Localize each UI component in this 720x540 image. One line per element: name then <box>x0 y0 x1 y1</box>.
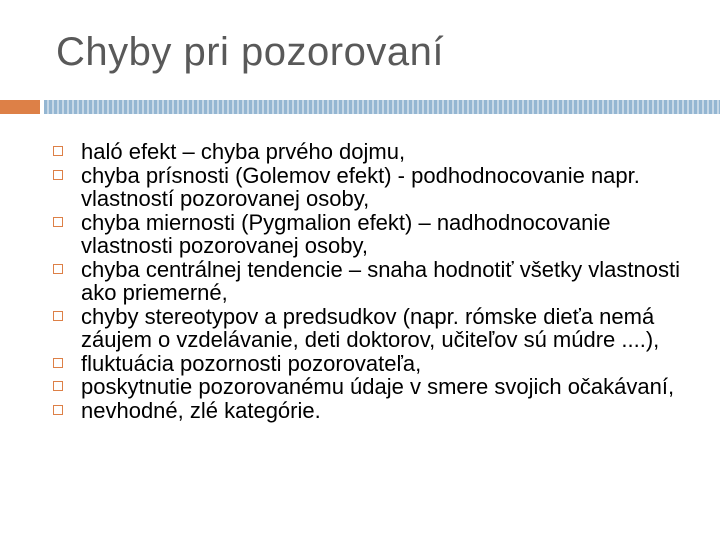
list-item-text: chyba miernosti (Pygmalion efekt) – nadhodnocovanie vlastnosti pozorovanej osoby, <box>81 209 611 258</box>
list-item-text: haló efekt – chyba prvého dojmu, <box>81 139 406 164</box>
list-item <box>48 305 708 352</box>
square-bullet-icon <box>53 405 63 415</box>
list-item-text: fluktuácia pozornosti pozorovateľa, <box>81 350 422 376</box>
square-bullet-icon <box>53 217 63 227</box>
list-item <box>48 164 708 211</box>
list-item-text: nevhodné, zlé kategórie. <box>81 397 321 423</box>
list-item <box>48 352 708 376</box>
header-band <box>44 100 720 114</box>
square-bullet-icon <box>53 358 63 368</box>
slide-title: Chyby pri pozorovaní <box>56 30 444 74</box>
list-item <box>48 211 708 258</box>
list-item-text: chyba centrálnej tendencie – snaha hodnotiť všetky vlastnosti ako priemerné, <box>81 256 680 305</box>
list-item-text: poskytnutie pozorovanému údaje v smere svojich očakávaní, <box>81 374 675 399</box>
square-bullet-icon <box>53 170 63 180</box>
accent-bar <box>0 100 40 114</box>
list-item <box>48 375 708 399</box>
square-bullet-icon <box>53 311 63 321</box>
bullet-list <box>48 140 708 422</box>
square-bullet-icon <box>53 264 63 274</box>
list-item <box>48 258 708 305</box>
square-bullet-icon <box>53 381 63 391</box>
list-item <box>48 399 708 423</box>
square-bullet-icon <box>53 146 63 156</box>
list-item <box>48 140 708 164</box>
list-item-text: chyby stereotypov a predsudkov (napr. rómske dieťa nemá záujem o vzdelávanie, deti doktorov, učiteľov sú múdre ....), <box>81 303 660 352</box>
list-item-text: chyba prísnosti (Golemov efekt) - podhodnocovanie napr. vlastností pozorovanej osoby, <box>81 162 640 211</box>
